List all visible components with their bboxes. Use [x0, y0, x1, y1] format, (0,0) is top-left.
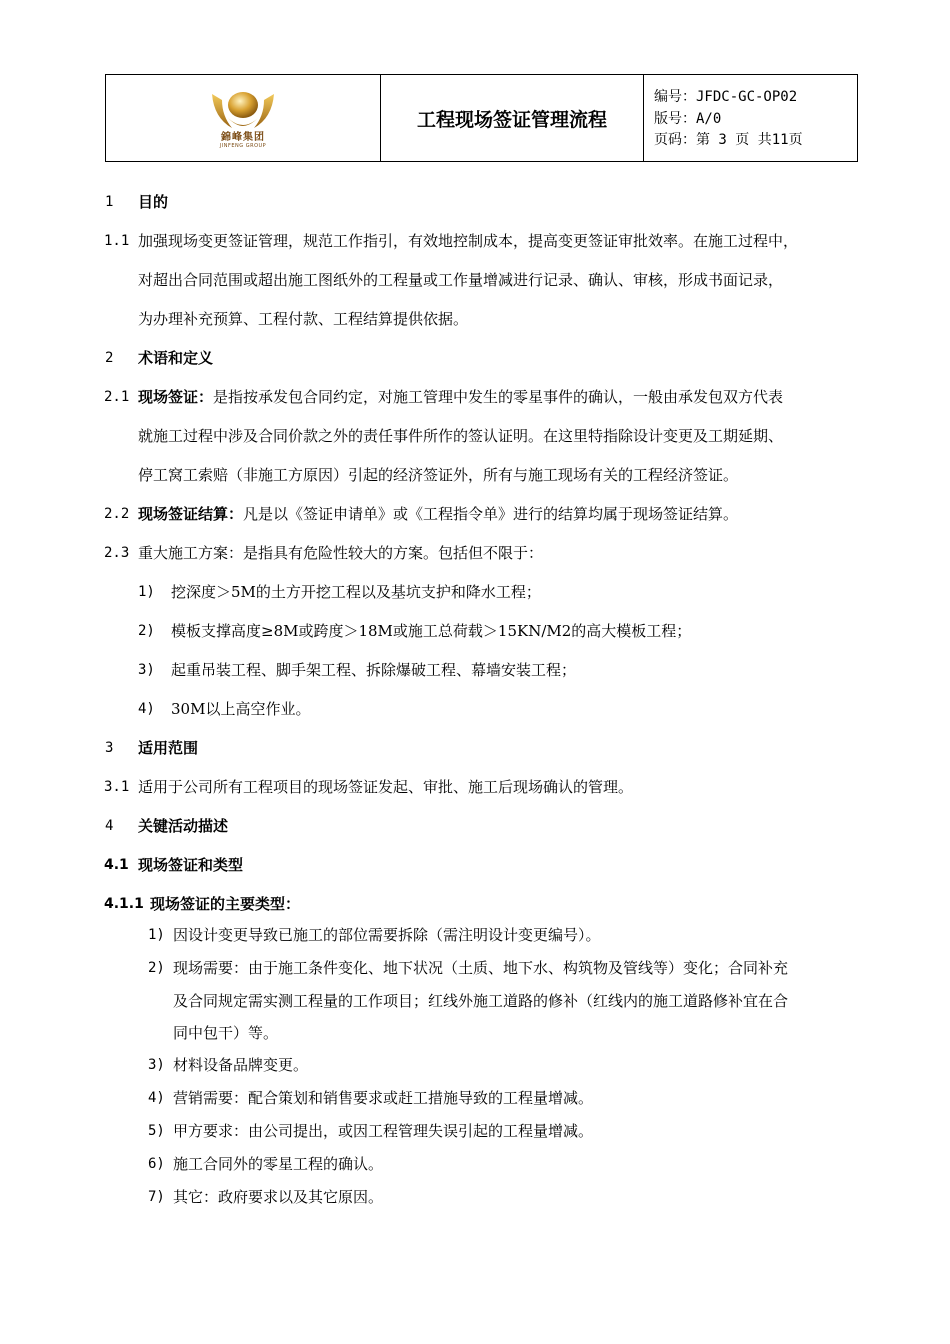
clause-2-3-line: 重大施工方案：是指具有危险性较大的方案。包括但不限于：	[138, 544, 544, 562]
type-item-number: 6)	[148, 1156, 165, 1172]
doc-version: 版号：A/0	[654, 110, 722, 127]
section-1-number: 1	[105, 194, 114, 210]
clause-2-2-number: 2.2	[104, 506, 130, 522]
clause-2-1-number: 2.1	[104, 389, 130, 405]
clause-1-1-line: 为办理补充预算、工程付款、工程结算提供依据。	[138, 310, 469, 328]
clause-2-3-number: 2.3	[104, 545, 130, 561]
list-item-number: 3)	[138, 662, 155, 678]
logo-cell	[106, 75, 381, 161]
document-header	[105, 74, 858, 162]
type-item-text: 施工合同外的零星工程的确认。	[173, 1155, 384, 1173]
doc-page: 页码：第 3 页 共11页	[654, 132, 803, 148]
term-site-visa-settlement-definition: 凡是以《签证申请单》或《工程指令单》进行的结算均属于现场签证结算。	[243, 505, 739, 523]
list-item-text: 30M以上高空作业。	[171, 700, 311, 718]
section-4-number: 4	[105, 818, 114, 834]
list-item-text: 起重吊装工程、脚手架工程、拆除爆破工程、幕墙安装工程；	[171, 661, 577, 679]
section-3-title: 适用范围	[138, 739, 199, 757]
clause-3-1-number: 3.1	[104, 779, 130, 795]
term-site-visa-settlement: 现场签证结算：	[138, 505, 244, 523]
section-2-number: 2	[105, 350, 114, 366]
list-item-number: 1)	[138, 584, 155, 600]
list-item-number: 4)	[138, 701, 155, 717]
type-item-text: 及合同规定需实测工程量的工作项目；红线外施工道路的修补（红线内的施工道路修补宜在合	[173, 992, 789, 1010]
document-meta	[644, 75, 857, 161]
clause-2-1-line: 就施工过程中涉及合同价款之外的责任事件所作的签认证明。在这里特指除设计变更及工期延期、	[138, 427, 784, 445]
clause-2-1-line	[138, 388, 783, 406]
clause-4-1-title: 现场签证和类型	[138, 856, 244, 874]
list-item-text: 挖深度＞5M的土方开挖工程以及基坑支护和降水工程；	[171, 583, 541, 601]
section-4-title: 关键活动描述	[138, 817, 229, 835]
type-item-text: 其它：政府要求以及其它原因。	[173, 1188, 384, 1206]
clause-3-1-line: 适用于公司所有工程项目的现场签证发起、审批、施工后现场确认的管理。	[138, 778, 634, 796]
logo-english-text: JINFENG GROUP	[219, 142, 267, 149]
doc-number: 编号：JFDC-GC-OP02	[654, 89, 798, 105]
type-item-number: 2)	[148, 960, 165, 976]
clause-4-1-1-title: 现场签证的主要类型：	[150, 895, 301, 913]
section-2-title: 术语和定义	[138, 349, 214, 367]
type-item-number: 4)	[148, 1090, 165, 1106]
list-item-text: 模板支撑高度≥8M或跨度＞18M或施工总荷载＞15KN/M2的高大模板工程；	[171, 622, 692, 640]
document-title: 工程现场签证管理流程	[381, 75, 644, 161]
clause-2-1-line: 停工窝工索赔（非施工方原因）引起的经济签证外，所有与施工现场有关的工程经济签证。	[138, 466, 739, 484]
type-item-number: 7)	[148, 1189, 165, 1205]
list-item-number: 2)	[138, 623, 155, 639]
section-3-number: 3	[105, 740, 114, 756]
clause-4-1-number: 4.1	[104, 857, 129, 873]
term-site-visa-definition: 是指按承发包合同约定，对施工管理中发生的零星事件的确认，一般由承发包双方代表	[213, 388, 784, 406]
type-item-text: 甲方要求：由公司提出，或因工程管理失误引起的工程量增减。	[173, 1122, 594, 1140]
type-item-number: 1)	[148, 927, 165, 943]
logo-emblem-icon	[210, 88, 276, 132]
type-item-number: 3)	[148, 1057, 165, 1073]
type-item-text: 同中包干）等。	[173, 1024, 279, 1042]
clause-1-1-line: 加强现场变更签证管理，规范工作指引，有效地控制成本，提高变更签证审批效率。在施工过程中，	[138, 232, 799, 250]
type-item-text: 营销需要：配合策划和销售要求或赶工措施导致的工程量增减。	[173, 1089, 594, 1107]
clause-4-1-1-number: 4.1.1	[104, 896, 144, 912]
clause-1-1-line: 对超出合同范围或超出施工图纸外的工程量或工作量增减进行记录、确认、审核，形成书面记录，	[138, 271, 784, 289]
type-item-number: 5)	[148, 1123, 165, 1139]
type-item-text: 材料设备品牌变更。	[173, 1056, 309, 1074]
clause-1-1-number: 1.1	[104, 233, 130, 249]
clause-2-2-line	[138, 505, 738, 523]
company-logo	[210, 88, 276, 149]
section-1-title: 目的	[138, 193, 169, 211]
term-site-visa: 现场签证：	[138, 388, 214, 406]
type-item-text: 现场需要：由于施工条件变化、地下状况（土质、地下水、构筑物及管线等）变化；合同补充	[173, 959, 789, 977]
type-item-text: 因设计变更导致已施工的部位需要拆除（需注明设计变更编号）。	[173, 926, 601, 944]
logo-chinese-text: 錦峰集团	[221, 131, 265, 143]
